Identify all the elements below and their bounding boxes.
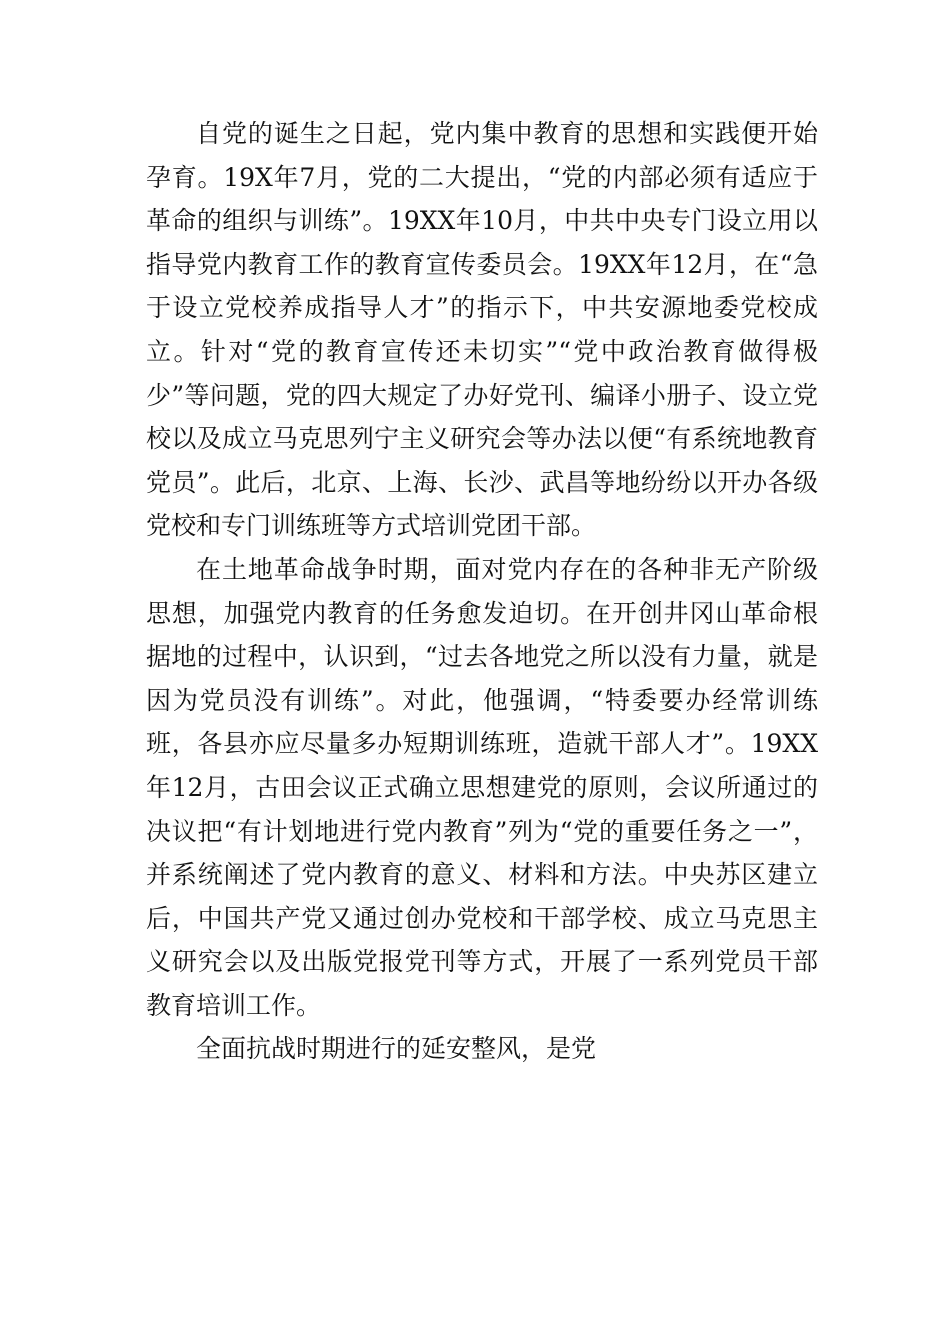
paragraph-early-party-education: 自党的诞生之日起，党内集中教育的思想和实践便开始孕育。19X年7月，党的二大提出，“党的内部必须有适应于革命的组织与训练”。19XX年10月，中共中央专门设立用以指导党内教育工作的教育宣传委员会。19XX年12月，在“急于设立党校养成指导人才”的指示下，中共安源地委党校成立。针对“党的教育宣传还未切实”“党中政治教育做得极少”等问题，党的四大规定了办好党刊、编译小册子、设立党校以及成立马克思列宁主义研究会等办法以便“有系统地教育党员”。此后，北京、上海、长沙、武昌等地纷纷以开办各级党校和专门训练班等方式培训党团干部。 <box>146 119 818 541</box>
paragraph-land-revolution-period: 在土地革命战争时期，面对党内存在的各种非无产阶级思想，加强党内教育的任务愈发迫切。在开创井冈山革命根据地的过程中，认识到，“过去各地党之所以没有力量，就是因为党员没有训练”。对此，他强调，“特委要办经常训练班，各县亦应尽量多办短期训练班，造就干部人才”。19XX年12月，古田会议正式确立思想建党的原则，会议所通过的决议把“有计划地进行党内教育”列为“党的重要任务之一”，并系统阐述了党内教育的意义、材料和方法。中央苏区建立后，中国共产党又通过创办党校和干部学校、成立马克思主义研究会以及出版党报党刊等方式，开展了一系列党员干部教育培训工作。 <box>146 554 818 1020</box>
paragraph-yanan-rectification: 全面抗战时期进行的延安整风，是党 <box>196 1034 597 1064</box>
document-body <box>146 112 818 1071</box>
